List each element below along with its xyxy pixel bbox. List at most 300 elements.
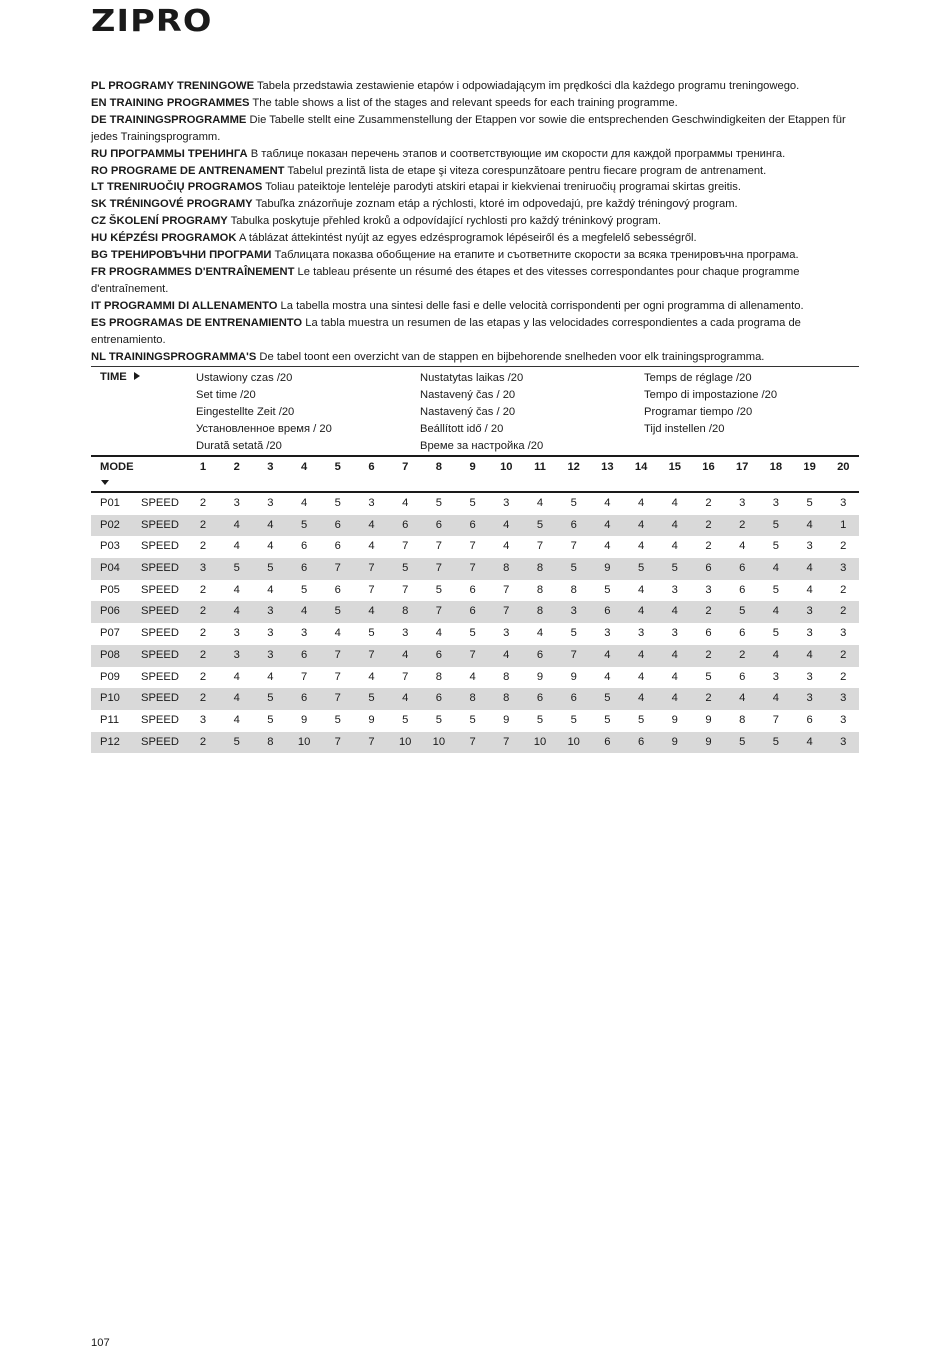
program-code: P10 — [100, 692, 120, 705]
intro-description: De tabel toont een overzicht van de stappen en bijbehorende snelheden voor elk trainingsprogramma. — [256, 350, 765, 363]
speed-value: 2 — [199, 583, 207, 596]
speed-value: 2 — [199, 540, 207, 553]
speed-value: 3 — [739, 497, 746, 509]
program-code: P03 — [100, 540, 120, 553]
speed-value: 8 — [570, 583, 577, 596]
speed-value: 4 — [637, 583, 645, 596]
speed-value: 7 — [469, 648, 476, 661]
speed-value: 6 — [739, 627, 746, 640]
speed-value: 3 — [503, 497, 510, 509]
stage-number: 13 — [601, 461, 614, 473]
speed-value: 6 — [435, 518, 442, 531]
table-row — [91, 558, 859, 580]
page-number: 107 — [91, 1337, 110, 1349]
speed-value: 6 — [705, 627, 712, 640]
intro-language-heading: NL TRAININGSPROGRAMMA'S — [91, 350, 257, 363]
table-row — [91, 710, 859, 732]
speed-value: 8 — [503, 670, 510, 683]
speed-value: 3 — [671, 583, 678, 596]
speed-value: 5 — [267, 692, 274, 705]
speed-value: 5 — [604, 713, 611, 726]
intro-language-heading: RO PROGRAME DE ANTRENAMENT — [91, 164, 285, 177]
speed-value: 4 — [368, 540, 375, 553]
speed-value: 4 — [300, 497, 308, 509]
program-code: P05 — [100, 583, 120, 596]
intro-description: The table shows a list of the stages and relevant speeds for each training programme. — [249, 96, 678, 109]
intro-language-heading: SK TRÉNINGOVÉ PROGRAMY — [91, 198, 253, 211]
speed-value: 7 — [503, 605, 510, 618]
speed-value: 4 — [233, 583, 240, 596]
speed-value: 4 — [402, 648, 409, 661]
stage-number: 4 — [300, 461, 308, 473]
speed-value: 5 — [637, 562, 645, 575]
speed-value: 6 — [334, 540, 341, 553]
speed-value: 6 — [402, 518, 409, 531]
speed-value: 4 — [233, 540, 240, 553]
stage-number: 19 — [803, 461, 816, 473]
speed-value: 2 — [199, 692, 207, 705]
time-col-2 — [420, 370, 543, 455]
speed-value: 4 — [637, 670, 645, 683]
speed-value: 4 — [469, 670, 476, 683]
intro-description: Le tableau présente un résumé des étapes et des vitesses correspondantes pour chaque programme d'entraînement. — [91, 265, 800, 295]
speed-value: 7 — [435, 605, 442, 618]
speed-value: 8 — [536, 583, 544, 596]
speed-value: 2 — [199, 735, 207, 748]
speed-value: 2 — [840, 605, 847, 618]
speed-value: 3 — [199, 713, 207, 726]
speed-value: 5 — [469, 497, 476, 509]
zipro-logo: ZIPRO — [91, 4, 213, 39]
speed-value: 5 — [772, 627, 779, 640]
intro-paragraph — [91, 163, 861, 180]
speed-value: 6 — [739, 583, 746, 596]
speed-value: 3 — [772, 497, 779, 509]
speed-value: 3 — [368, 497, 375, 509]
speed-value: 4 — [637, 605, 645, 618]
speed-value: 4 — [806, 518, 813, 531]
speed-value: 2 — [705, 497, 712, 509]
speed-value: 2 — [739, 518, 746, 531]
speed-value: 8 — [503, 562, 510, 575]
stage-number: 8 — [435, 461, 442, 473]
speed-value: 5 — [637, 713, 645, 726]
mode-type: SPEED — [141, 605, 179, 618]
speed-value: 4 — [536, 627, 544, 640]
speed-value: 4 — [671, 605, 678, 618]
speed-value: 6 — [334, 583, 341, 596]
intro-language-heading: ES PROGRAMAS DE ENTRENAMIENTO — [91, 316, 303, 329]
intro-paragraph — [91, 179, 861, 196]
speed-value: 5 — [402, 713, 409, 726]
stage-number: 11 — [534, 461, 546, 473]
speed-value: 4 — [233, 692, 240, 705]
speed-value: 9 — [705, 735, 712, 748]
stage-number: 9 — [469, 461, 476, 473]
speed-value: 3 — [806, 627, 813, 640]
speed-value: 8 — [536, 562, 544, 575]
speed-value: 4 — [368, 605, 375, 618]
speed-value: 4 — [604, 518, 611, 531]
speed-value: 3 — [503, 627, 510, 640]
speed-value: 4 — [806, 648, 813, 661]
speed-value: 6 — [604, 605, 611, 618]
speed-value: 7 — [536, 540, 544, 553]
speed-value: 4 — [503, 518, 510, 531]
speed-value: 6 — [536, 648, 544, 661]
speed-value: 3 — [806, 605, 813, 618]
speed-value: 4 — [536, 497, 544, 509]
intro-language-heading: EN TRAINING PROGRAMMES — [91, 96, 250, 109]
speed-value: 4 — [671, 648, 678, 661]
speed-value: 4 — [604, 540, 611, 553]
speed-value: 5 — [300, 518, 308, 531]
speed-value: 5 — [705, 670, 712, 683]
program-code: P04 — [100, 562, 120, 575]
speed-value: 3 — [604, 627, 611, 640]
speed-value: 6 — [806, 713, 813, 726]
mode-type: SPEED — [141, 497, 179, 509]
speed-value: 7 — [334, 692, 341, 705]
speed-value: 3 — [772, 670, 779, 683]
intro-language-heading: RU ПРОГРАММЫ ТРЕНИНГА — [91, 147, 248, 160]
speed-value: 4 — [671, 540, 678, 553]
speed-value: 7 — [469, 562, 476, 575]
speed-value: 5 — [806, 497, 813, 509]
speed-value: 6 — [705, 562, 712, 575]
speed-value: 3 — [637, 627, 645, 640]
table-header — [91, 455, 859, 493]
mode-type: SPEED — [141, 562, 179, 575]
speed-value: 4 — [233, 713, 240, 726]
stage-number: 2 — [233, 461, 240, 473]
intro-paragraph — [91, 315, 861, 349]
time-setting-label: Tempo di impostazione /20 — [644, 388, 778, 401]
time-setting-label: Ustawiony czas /20 — [196, 372, 293, 384]
speed-value: 8 — [435, 670, 442, 683]
time-setting-label: Eingestellte Zeit /20 — [196, 405, 295, 418]
speed-value: 9 — [705, 713, 712, 726]
table-row — [91, 667, 859, 689]
speed-value: 5 — [233, 562, 240, 575]
speed-value: 5 — [671, 562, 678, 575]
speed-value: 7 — [503, 735, 510, 748]
speed-value: 9 — [671, 735, 678, 748]
speed-value: 5 — [469, 713, 476, 726]
speed-value: 9 — [536, 670, 544, 683]
speed-value: 7 — [334, 562, 341, 575]
speed-value: 4 — [267, 540, 274, 553]
speed-value: 8 — [402, 605, 409, 618]
speed-value: 2 — [840, 670, 847, 683]
intro-paragraph — [91, 95, 861, 112]
intro-description: Die Tabelle stellt eine Zusammenstellung der Etappen vor sowie die entsprechenden Geschwindigkeiten der Etappen für jedes Trainingsprogramm. — [91, 113, 846, 143]
speed-value: 4 — [772, 605, 779, 618]
speed-value: 7 — [435, 540, 442, 553]
speed-value: 4 — [267, 583, 274, 596]
time-setting-label: Temps de réglage /20 — [644, 372, 752, 384]
intro-description: A táblázat áttekintést nyújt az egyes edzésprogramok lépéseiről és a megfelelő sebességről. — [236, 232, 697, 245]
time-col-3 — [644, 370, 777, 438]
speed-value: 2 — [199, 648, 207, 661]
intro-description: Tabelul prezintă lista de etape şi viteza corespunzătoare pentru fiecare program de antrenament. — [284, 164, 767, 177]
intro-text — [91, 78, 861, 365]
intro-language-heading: BG ТРЕНИРОВЪЧНИ ПРОГРАМИ — [91, 249, 272, 262]
speed-value: 5 — [233, 735, 240, 748]
speed-value: 10 — [432, 735, 446, 748]
speed-value: 2 — [199, 627, 207, 640]
speed-value: 5 — [772, 540, 779, 553]
speed-value: 4 — [637, 518, 645, 531]
speed-value: 4 — [637, 497, 645, 509]
speed-value: 7 — [435, 562, 442, 575]
speed-value: 10 — [567, 735, 580, 748]
speed-value: 2 — [199, 605, 207, 618]
stage-number: 16 — [702, 461, 715, 473]
intro-paragraph — [91, 264, 861, 298]
speed-value: 2 — [840, 540, 847, 553]
stage-number: 10 — [500, 461, 513, 473]
speed-value: 5 — [772, 583, 779, 596]
speed-value: 3 — [840, 627, 847, 640]
speed-value: 5 — [300, 583, 308, 596]
intro-description: Toliau pateiktoje lentelėje parodyti atskiri etapai ir kiekvienai treniruočių programai skirtas greitis. — [262, 181, 741, 194]
intro-paragraph — [91, 230, 861, 247]
speed-value: 3 — [840, 562, 847, 575]
speed-value: 10 — [398, 735, 412, 748]
mode-type: SPEED — [141, 735, 179, 748]
speed-value: 5 — [368, 692, 375, 705]
speed-value: 7 — [334, 735, 341, 748]
speed-value: 4 — [772, 692, 779, 705]
intro-description: Таблицата показва обобщение на етапите и съответните скорости за всяка тренировъчна програма. — [271, 249, 799, 262]
table-row — [91, 645, 859, 667]
speed-value: 4 — [637, 540, 645, 553]
time-setting-label: Tijd instellen /20 — [644, 422, 725, 435]
speed-value: 9 — [300, 713, 308, 726]
speed-value: 4 — [739, 540, 746, 553]
mode-type: SPEED — [141, 670, 179, 683]
intro-paragraph — [91, 349, 861, 366]
speed-value: 3 — [806, 692, 813, 705]
speed-value: 6 — [300, 648, 308, 661]
stage-number: 3 — [267, 461, 274, 473]
speed-value: 4 — [233, 518, 240, 531]
speed-value: 10 — [533, 735, 547, 748]
speed-value: 4 — [402, 497, 409, 509]
program-code: P02 — [100, 518, 120, 531]
speed-value: 5 — [334, 605, 341, 618]
speed-value: 6 — [570, 692, 577, 705]
table-row — [91, 732, 859, 754]
speed-value: 9 — [368, 713, 375, 726]
speed-value: 7 — [469, 540, 476, 553]
speed-value: 4 — [604, 670, 611, 683]
speed-value: 3 — [840, 497, 847, 509]
speed-value: 5 — [435, 713, 442, 726]
speed-value: 6 — [536, 692, 544, 705]
mode-type: SPEED — [141, 648, 179, 661]
time-setting-label: Nastavený čas / 20 — [420, 405, 516, 418]
speed-value: 7 — [570, 648, 577, 661]
speed-value: 7 — [402, 583, 409, 596]
speed-value: 4 — [671, 497, 678, 509]
intro-description: La tabella mostra una sintesi delle fasi e delle velocità corrispondenti per ogni programma di allenamento. — [277, 299, 804, 312]
intro-description: В таблице показан перечень этапов и соответствующие им скорости для каждой программы тренинга. — [247, 147, 786, 160]
speed-value: 2 — [705, 518, 712, 531]
speed-value: 5 — [435, 583, 442, 596]
mode-type: SPEED — [141, 518, 179, 531]
speed-value: 2 — [840, 583, 847, 596]
speed-value: 4 — [435, 627, 442, 640]
speed-value: 10 — [297, 735, 311, 748]
speed-value: 5 — [334, 497, 341, 509]
speed-value: 4 — [637, 648, 645, 661]
speed-value: 4 — [368, 670, 375, 683]
speed-value: 4 — [368, 518, 375, 531]
time-label: TIME — [100, 371, 140, 383]
table-row — [91, 601, 859, 623]
intro-language-heading: CZ ŠKOLENÍ PROGRAMY — [91, 215, 228, 228]
intro-language-heading: LT TRENIRUOČIŲ PROGRAMOS — [91, 181, 263, 194]
speed-value: 8 — [503, 692, 510, 705]
stage-number: 20 — [837, 461, 850, 473]
speed-value: 4 — [604, 497, 611, 509]
speed-value: 5 — [267, 713, 274, 726]
intro-paragraph — [91, 146, 861, 163]
table-row — [91, 623, 859, 645]
time-setting-label: Nustatytas laikas /20 — [420, 372, 524, 384]
speed-value: 4 — [671, 692, 678, 705]
speed-value: 7 — [469, 735, 476, 748]
mode-type: SPEED — [141, 540, 179, 553]
mode-type: SPEED — [141, 692, 179, 705]
speed-value: 5 — [739, 735, 746, 748]
speed-value: 6 — [469, 605, 476, 618]
speed-value: 5 — [570, 627, 577, 640]
speed-value: 7 — [772, 713, 779, 726]
speed-value: 3 — [267, 497, 274, 509]
speed-value: 3 — [300, 627, 308, 640]
speed-value: 9 — [671, 713, 678, 726]
speed-value: 3 — [267, 627, 274, 640]
speed-value: 6 — [637, 735, 645, 748]
intro-paragraph — [91, 247, 861, 264]
speed-value: 5 — [772, 735, 779, 748]
speed-value: 5 — [536, 518, 544, 531]
intro-paragraph — [91, 112, 861, 146]
stage-number: 1 — [199, 461, 207, 473]
time-setting-label: Установленное время / 20 — [196, 422, 332, 435]
speed-value: 4 — [267, 518, 274, 531]
intro-language-heading: HU KÉPZÉSI PROGRAMOK — [91, 232, 237, 245]
speed-value: 3 — [233, 497, 240, 509]
stage-number: 15 — [668, 461, 682, 473]
speed-value: 2 — [705, 692, 712, 705]
intro-language-heading: DE TRAININGSPROGRAMME — [91, 113, 247, 126]
time-setting-label: Set time /20 — [196, 388, 256, 401]
program-code: P12 — [100, 735, 120, 748]
speed-value: 2 — [199, 518, 207, 531]
speed-value: 7 — [402, 540, 409, 553]
time-setting-label: Nastavený čas / 20 — [420, 388, 516, 401]
time-col-1 — [196, 370, 332, 455]
stage-number: 12 — [567, 461, 580, 473]
speed-value: 4 — [402, 692, 409, 705]
speed-value: 7 — [334, 648, 341, 661]
speed-value: 4 — [503, 648, 510, 661]
intro-language-heading: IT PROGRAMMI DI ALLENAMENTO — [91, 299, 278, 312]
speed-value: 6 — [435, 648, 442, 661]
stage-number: 17 — [735, 461, 749, 473]
speed-value: 5 — [739, 605, 746, 618]
speed-value: 6 — [300, 692, 308, 705]
intro-description: Tabuľka znázorňuje zoznam etáp a rýchlosti, ktoré im odpovedajú, pre každý tréningový program. — [252, 198, 738, 211]
speed-value: 6 — [604, 735, 611, 748]
speed-value: 7 — [368, 583, 375, 596]
speed-value: 4 — [604, 648, 611, 661]
speed-value: 4 — [806, 583, 813, 596]
program-code: P08 — [100, 648, 120, 661]
speed-value: 3 — [806, 540, 813, 553]
time-setting-label: Programar tiempo /20 — [644, 405, 753, 418]
time-setting-label: Durată setată /20 — [196, 439, 282, 452]
mode-label: MODE — [100, 461, 134, 473]
speed-value: 4 — [806, 735, 813, 748]
speed-value: 7 — [334, 670, 341, 683]
intro-paragraph — [91, 196, 861, 213]
arrow-down-icon — [101, 480, 109, 485]
intro-paragraph — [91, 298, 861, 315]
time-setting-label: Beállított idő / 20 — [420, 422, 504, 435]
speed-value: 3 — [570, 605, 577, 618]
speed-value: 4 — [267, 670, 274, 683]
speed-value: 2 — [199, 497, 207, 509]
speed-value: 6 — [570, 518, 577, 531]
speed-value: 8 — [739, 713, 746, 726]
speed-value: 7 — [570, 540, 577, 553]
speed-value: 3 — [671, 627, 678, 640]
intro-paragraph — [91, 78, 861, 95]
speed-value: 6 — [300, 562, 308, 575]
speed-value: 6 — [334, 518, 341, 531]
speed-value: 6 — [739, 562, 746, 575]
speed-value: 5 — [402, 562, 409, 575]
speed-value: 3 — [806, 670, 813, 683]
speed-value: 8 — [469, 692, 476, 705]
time-setting-label: Време за настройка /20 — [420, 439, 544, 452]
speed-value: 3 — [267, 648, 274, 661]
stage-number: 7 — [402, 461, 409, 473]
speed-value: 2 — [739, 648, 746, 661]
speed-value: 5 — [570, 497, 577, 509]
program-code: P06 — [100, 605, 120, 618]
speed-value: 4 — [739, 692, 746, 705]
speed-value: 7 — [402, 670, 409, 683]
intro-description: La tabla muestra un resumen de las etapas y las velocidades correspondientes a cada programa de entrenamiento. — [91, 316, 801, 346]
speed-value: 6 — [469, 518, 476, 531]
speed-value: 3 — [199, 562, 207, 575]
speed-value: 4 — [806, 562, 813, 575]
table-row — [91, 536, 859, 558]
speed-value: 2 — [705, 540, 712, 553]
speed-value: 9 — [503, 713, 510, 726]
speed-value: 5 — [772, 518, 779, 531]
speed-value: 6 — [469, 583, 476, 596]
speed-value: 4 — [772, 648, 779, 661]
program-code: P09 — [100, 670, 120, 683]
program-code: P11 — [100, 713, 120, 726]
